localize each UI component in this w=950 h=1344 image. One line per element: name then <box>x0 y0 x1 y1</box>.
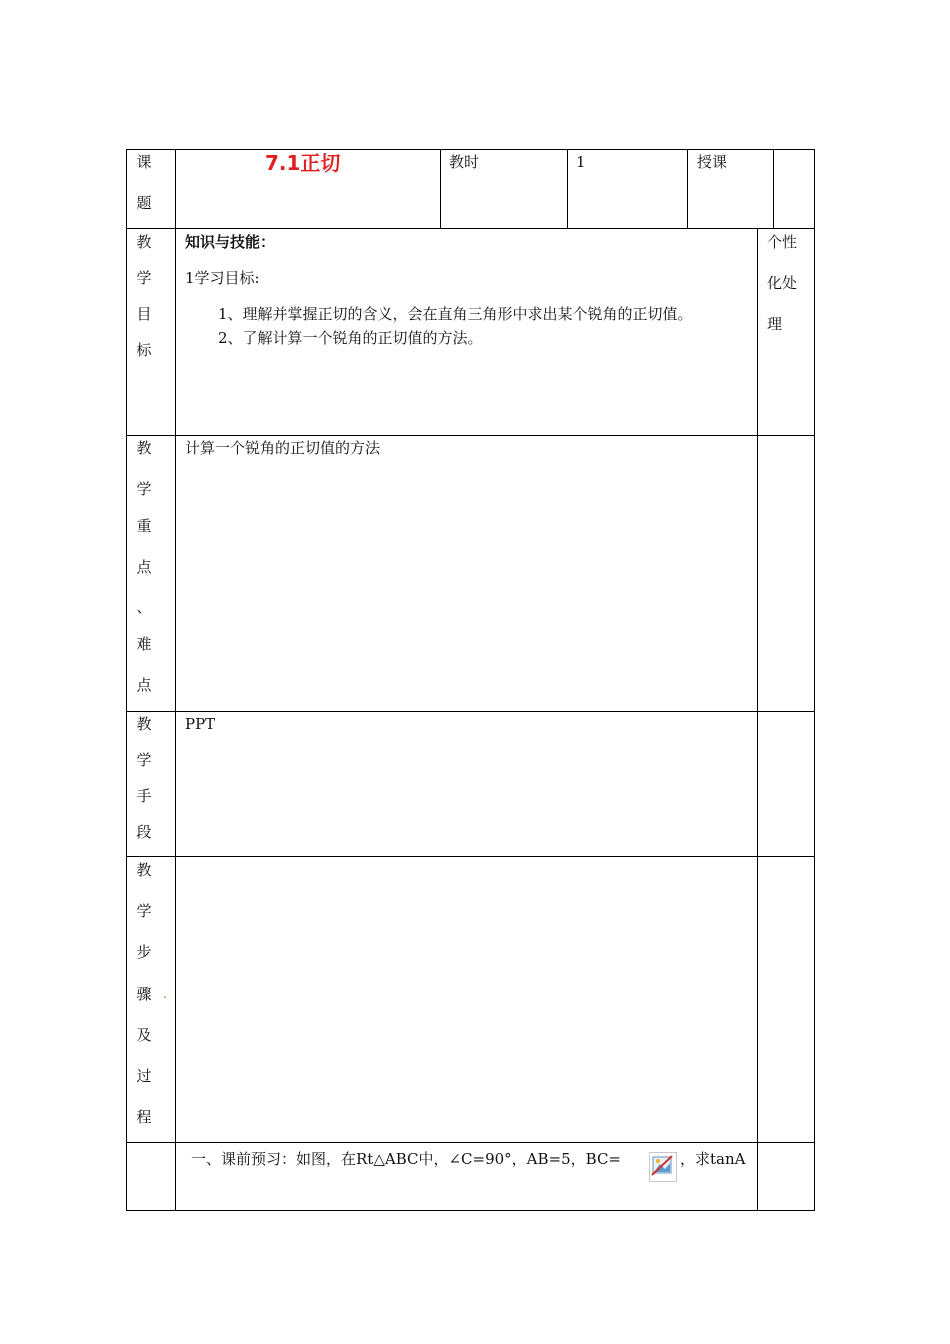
header-divider-last <box>773 149 774 229</box>
row-divider-5 <box>126 1142 815 1143</box>
period-value: 1 <box>576 153 586 171</box>
steps-label-char-2: 学 <box>136 902 152 920</box>
keypoints-label-char-3: 重 <box>136 517 152 535</box>
side-column-label-3: 理 <box>767 315 783 333</box>
row-divider-1 <box>126 228 815 229</box>
means-content: PPT <box>185 715 216 733</box>
preview-text: 一、课前预习：如图，在Rt△ABC中，∠C=90°，AB=5，BC= <box>191 1150 621 1168</box>
steps-label-char-4: 骤 <box>136 985 152 1003</box>
side-column-divider <box>757 228 758 1211</box>
goals-item-2: 2、了解计算一个锐角的正切值的方法。 <box>218 329 483 347</box>
goals-label-char-3: 目 <box>136 305 152 323</box>
table-border-right <box>814 149 815 1211</box>
keypoints-label-char-7: 点 <box>136 676 152 694</box>
goals-heading: 知识与技能： <box>185 233 276 251</box>
steps-label-char-5: 及 <box>136 1026 152 1044</box>
broken-image-icon <box>649 1152 677 1182</box>
side-column-label-2: 化处 <box>767 274 798 292</box>
keypoints-label-char-1: 教 <box>136 439 152 457</box>
row-divider-3 <box>126 711 815 712</box>
means-label-char-2: 学 <box>136 751 152 769</box>
means-label-char-1: 教 <box>136 715 152 733</box>
header-divider-value <box>567 149 568 229</box>
keypoints-label-char-6: 难 <box>136 635 152 653</box>
table-border-bottom <box>126 1210 815 1211</box>
means-label-char-4: 段 <box>136 823 152 841</box>
label-column-divider <box>175 149 176 1211</box>
side-column-label-1: 个性 <box>767 233 798 251</box>
steps-dot: . <box>163 987 167 1001</box>
steps-label-char-6: 过 <box>136 1067 152 1085</box>
keypoints-label-char-2: 学 <box>136 480 152 498</box>
header-divider-teach <box>687 149 688 229</box>
topic-label-char-2: 题 <box>136 194 152 212</box>
means-label-char-3: 手 <box>136 787 152 805</box>
steps-label-char-7: 程 <box>136 1108 152 1126</box>
goals-label-char-2: 学 <box>136 269 152 287</box>
lesson-title: 7.1正切 <box>265 151 341 175</box>
keypoints-label-char-4: 点 <box>136 558 152 576</box>
goals-subheading: 1学习目标: <box>185 269 260 287</box>
teach-label: 授课 <box>697 153 728 171</box>
steps-label-char-1: 教 <box>136 861 152 879</box>
row-divider-2 <box>126 435 815 436</box>
keypoints-content: 计算一个锐角的正切值的方法 <box>185 439 381 457</box>
preview-text-end: ，求tanA <box>680 1150 746 1168</box>
row-divider-4 <box>126 856 815 857</box>
steps-label-char-3: 步 <box>136 943 152 961</box>
period-label: 教时 <box>449 153 480 171</box>
goals-item-1: 1、理解并掌握正切的含义，会在直角三角形中求出某个锐角的正切值。 <box>218 305 693 323</box>
goals-label-char-4: 标 <box>136 341 152 359</box>
header-divider-period <box>440 149 441 229</box>
topic-label-char-1: 课 <box>136 153 152 171</box>
table-border-top <box>126 149 815 150</box>
table-border-left <box>126 149 127 1211</box>
keypoints-label-char-5: 、 <box>136 598 152 616</box>
goals-label-char-1: 教 <box>136 233 152 251</box>
